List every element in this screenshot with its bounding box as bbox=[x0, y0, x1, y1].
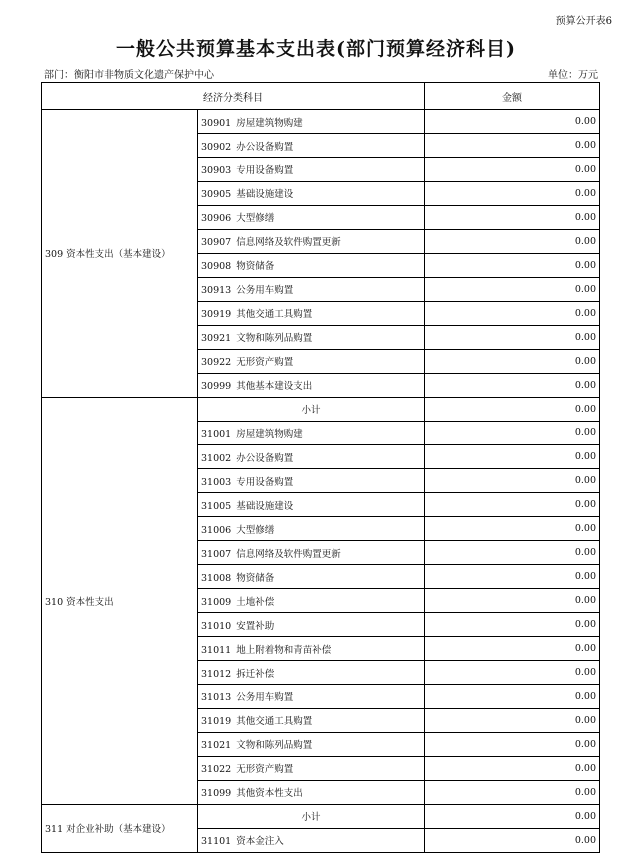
item-label: 信息网络及软件购置更新 bbox=[236, 237, 341, 249]
item-label: 拆迁补偿 bbox=[236, 668, 275, 680]
table-header-row bbox=[42, 83, 600, 110]
item-cell bbox=[198, 301, 425, 325]
item-code: 31008 bbox=[201, 572, 232, 584]
department-label: 部门：衡阳市非物质文化遗产保护中心 bbox=[44, 70, 214, 81]
item-cell bbox=[198, 325, 425, 349]
item-cell bbox=[198, 158, 425, 182]
item-amount: 0.00 bbox=[425, 828, 600, 852]
budget-table bbox=[41, 82, 600, 853]
item-amount: 0.00 bbox=[425, 613, 600, 637]
item-label: 物资储备 bbox=[236, 572, 275, 584]
item-code: 30901 bbox=[201, 117, 232, 129]
subtotal-amount: 0.00 bbox=[425, 397, 600, 421]
item-amount: 0.00 bbox=[425, 421, 600, 445]
item-amount: 0.00 bbox=[425, 349, 600, 373]
item-cell bbox=[198, 253, 425, 277]
item-amount: 0.00 bbox=[425, 780, 600, 804]
item-label: 办公设备购置 bbox=[236, 452, 294, 464]
subtotal-row bbox=[42, 397, 600, 421]
item-label: 房屋建筑物购建 bbox=[236, 117, 303, 129]
item-cell bbox=[198, 732, 425, 756]
item-amount: 0.00 bbox=[425, 301, 600, 325]
item-amount: 0.00 bbox=[425, 493, 600, 517]
header-category: 经济分类科目 bbox=[42, 83, 425, 110]
item-label: 办公设备购置 bbox=[236, 141, 294, 153]
item-cell bbox=[198, 780, 425, 804]
item-label: 大型修缮 bbox=[236, 524, 275, 536]
item-amount: 0.00 bbox=[425, 253, 600, 277]
item-cell bbox=[198, 684, 425, 708]
item-code: 30905 bbox=[201, 189, 232, 201]
item-code: 31006 bbox=[201, 524, 232, 536]
item-code: 30903 bbox=[201, 165, 232, 177]
item-label: 土地补偿 bbox=[236, 596, 275, 608]
item-label: 其他交通工具购置 bbox=[236, 716, 313, 728]
item-cell bbox=[198, 541, 425, 565]
item-cell bbox=[198, 445, 425, 469]
group-name: 309 资本性支出（基本建设） bbox=[42, 110, 198, 397]
item-cell bbox=[198, 421, 425, 445]
group-name: 310 资本性支出 bbox=[42, 397, 198, 804]
item-code: 31011 bbox=[201, 644, 232, 656]
item-amount: 0.00 bbox=[425, 110, 600, 134]
item-amount: 0.00 bbox=[425, 661, 600, 685]
item-code: 30908 bbox=[201, 261, 232, 273]
item-code: 31009 bbox=[201, 596, 232, 608]
item-amount: 0.00 bbox=[425, 684, 600, 708]
item-code: 31013 bbox=[201, 692, 232, 704]
item-label: 安置补助 bbox=[236, 620, 275, 632]
item-cell bbox=[198, 493, 425, 517]
group-name: 311 对企业补助（基本建设） bbox=[42, 804, 198, 852]
item-label: 其他基本建设支出 bbox=[236, 381, 313, 393]
item-label: 信息网络及软件购置更新 bbox=[236, 548, 341, 560]
item-amount: 0.00 bbox=[425, 708, 600, 732]
item-code: 31099 bbox=[201, 788, 232, 800]
item-label: 无形资产购置 bbox=[236, 764, 294, 776]
subtotal-label: 小计 bbox=[198, 804, 425, 828]
item-code: 31003 bbox=[201, 476, 232, 488]
item-label: 其他资本性支出 bbox=[236, 788, 303, 800]
item-cell bbox=[198, 373, 425, 397]
item-code: 30913 bbox=[201, 285, 232, 297]
item-label: 文物和陈列品购置 bbox=[236, 333, 313, 345]
table-row bbox=[42, 110, 600, 134]
item-cell bbox=[198, 637, 425, 661]
item-label: 基础设施建设 bbox=[236, 500, 294, 512]
item-amount: 0.00 bbox=[425, 373, 600, 397]
item-label: 文物和陈列品购置 bbox=[236, 740, 313, 752]
item-cell bbox=[198, 661, 425, 685]
item-amount: 0.00 bbox=[425, 589, 600, 613]
item-label: 专用设备购置 bbox=[236, 476, 294, 488]
item-cell bbox=[198, 181, 425, 205]
item-amount: 0.00 bbox=[425, 541, 600, 565]
item-code: 31001 bbox=[201, 428, 232, 440]
item-label: 大型修缮 bbox=[236, 213, 275, 225]
item-label: 公务用车购置 bbox=[236, 285, 294, 297]
item-code: 31012 bbox=[201, 668, 232, 680]
item-amount: 0.00 bbox=[425, 732, 600, 756]
item-amount: 0.00 bbox=[425, 181, 600, 205]
item-code: 30921 bbox=[201, 333, 232, 345]
item-amount: 0.00 bbox=[425, 134, 600, 158]
item-code: 31010 bbox=[201, 620, 232, 632]
item-cell bbox=[198, 756, 425, 780]
item-amount: 0.00 bbox=[425, 229, 600, 253]
item-code: 31022 bbox=[201, 764, 232, 776]
item-cell bbox=[198, 613, 425, 637]
item-code: 31007 bbox=[201, 548, 232, 560]
item-code: 31002 bbox=[201, 452, 232, 464]
item-amount: 0.00 bbox=[425, 637, 600, 661]
item-label: 资本金注入 bbox=[236, 836, 284, 848]
item-cell bbox=[198, 205, 425, 229]
item-cell bbox=[198, 229, 425, 253]
item-code: 30999 bbox=[201, 381, 232, 393]
item-code: 30902 bbox=[201, 141, 232, 153]
item-code: 30907 bbox=[201, 237, 232, 249]
item-code: 31019 bbox=[201, 716, 232, 728]
item-cell bbox=[198, 517, 425, 541]
item-amount: 0.00 bbox=[425, 205, 600, 229]
subtotal-amount: 0.00 bbox=[425, 804, 600, 828]
page-title: 一般公共预算基本支出表(部门预算经济科目) bbox=[116, 38, 516, 60]
unit-label: 单位：万元 bbox=[548, 70, 598, 81]
item-code: 31005 bbox=[201, 500, 232, 512]
item-cell bbox=[198, 708, 425, 732]
item-cell bbox=[198, 349, 425, 373]
budget-table-body bbox=[42, 83, 600, 853]
item-code: 30919 bbox=[201, 309, 232, 321]
item-amount: 0.00 bbox=[425, 756, 600, 780]
header-amount: 金额 bbox=[425, 83, 600, 110]
item-label: 公务用车购置 bbox=[236, 692, 294, 704]
item-cell bbox=[198, 110, 425, 134]
item-amount: 0.00 bbox=[425, 565, 600, 589]
item-amount: 0.00 bbox=[425, 277, 600, 301]
subtotal-label: 小计 bbox=[198, 397, 425, 421]
item-code: 31101 bbox=[201, 836, 232, 848]
item-amount: 0.00 bbox=[425, 325, 600, 349]
item-code: 31021 bbox=[201, 740, 232, 752]
item-amount: 0.00 bbox=[425, 445, 600, 469]
item-amount: 0.00 bbox=[425, 469, 600, 493]
subtotal-row bbox=[42, 804, 600, 828]
item-label: 基础设施建设 bbox=[236, 189, 294, 201]
item-cell bbox=[198, 828, 425, 852]
item-code: 30922 bbox=[201, 357, 232, 369]
item-cell bbox=[198, 134, 425, 158]
item-label: 无形资产购置 bbox=[236, 357, 294, 369]
item-label: 物资储备 bbox=[236, 261, 275, 273]
item-cell bbox=[198, 277, 425, 301]
form-number: 预算公开表6 bbox=[555, 16, 612, 27]
item-amount: 0.00 bbox=[425, 517, 600, 541]
item-code: 30906 bbox=[201, 213, 232, 225]
item-cell bbox=[198, 589, 425, 613]
item-label: 其他交通工具购置 bbox=[236, 309, 313, 321]
item-label: 房屋建筑物购建 bbox=[236, 428, 303, 440]
item-cell bbox=[198, 469, 425, 493]
item-cell bbox=[198, 565, 425, 589]
item-label: 专用设备购置 bbox=[236, 165, 294, 177]
item-amount: 0.00 bbox=[425, 158, 600, 182]
item-label: 地上附着物和青苗补偿 bbox=[236, 644, 332, 656]
